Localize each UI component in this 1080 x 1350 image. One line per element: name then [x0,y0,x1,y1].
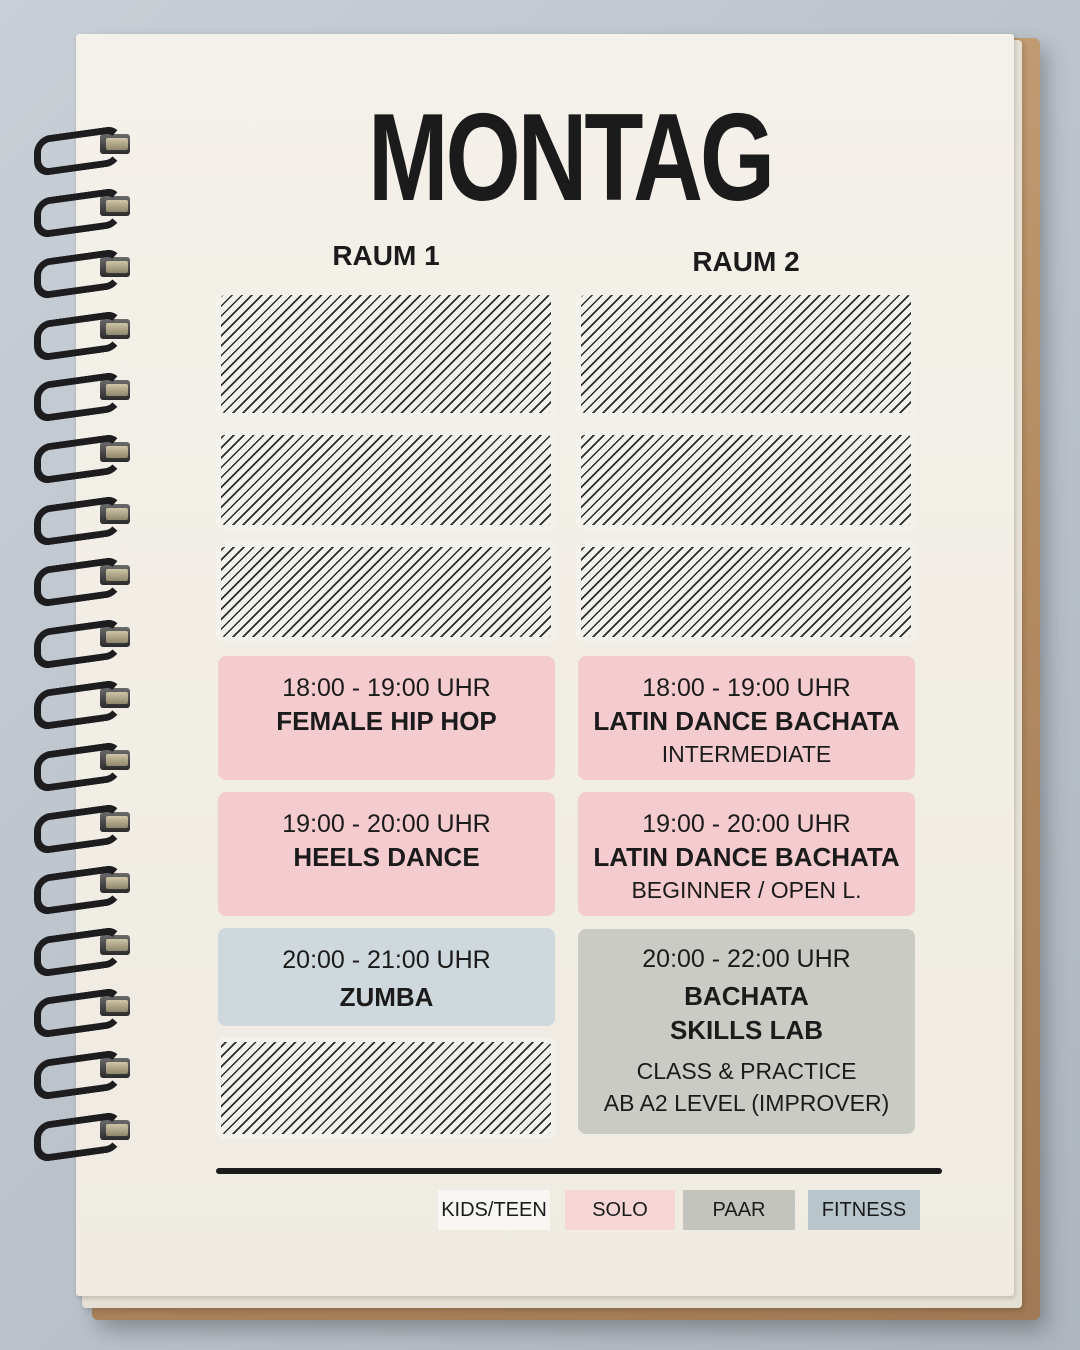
spiral-ring [30,125,130,165]
spiral-ring [30,803,130,843]
legend-paar: PAAR [683,1190,795,1230]
legend-fitness: FITNESS [808,1190,920,1230]
class-note-line-2: AB A2 LEVEL (IMPROVER) [603,1090,890,1116]
spiral-ring [30,987,130,1027]
class-time: 18:00 - 19:00 UHR [282,674,491,702]
class-time: 20:00 - 21:00 UHR [282,946,491,974]
class-time: 18:00 - 19:00 UHR [642,674,851,702]
class-name: HEELS DANCE [293,842,480,872]
spiral-ring [30,618,130,658]
legend-solo: SOLO [565,1190,675,1230]
spiral-ring [30,187,130,227]
spiral-ring [30,1049,130,1089]
class-name: LATIN DANCE BACHATA [593,842,900,872]
empty-slot [216,542,556,642]
spiral-ring [30,864,130,904]
class-name-line-2: SKILLS LAB [669,1015,824,1045]
empty-slot [216,1037,556,1139]
room-1-header: RAUM 1 [332,240,440,271]
empty-slot [576,430,916,530]
spiral-ring [30,310,130,350]
spiral-ring [30,741,130,781]
class-card-heels-dance[interactable] [218,792,555,916]
spiral-ring [30,248,130,288]
class-card-latin-dance-bachata-intermediate[interactable] [578,656,915,780]
spiral-ring [30,926,130,966]
spiral-ring [30,433,130,473]
class-time: 19:00 - 20:00 UHR [282,810,491,838]
legend-kids-teen: KIDS/TEEN [438,1190,550,1230]
class-time: 20:00 - 22:00 UHR [642,945,851,973]
class-name-line-1: BACHATA [684,981,809,1011]
spiral-ring [30,556,130,596]
class-name: FEMALE HIP HOP [276,706,497,736]
spiral-ring [30,371,130,411]
divider [216,1168,942,1174]
room-2-header: RAUM 2 [692,246,800,277]
spiral-ring [30,1111,130,1151]
class-card-latin-dance-bachata-beginner[interactable] [578,792,915,916]
class-name: LATIN DANCE BACHATA [593,706,900,736]
spiral-binding [30,0,140,1350]
spiral-ring [30,495,130,535]
spiral-ring [30,679,130,719]
empty-slot [576,542,916,642]
empty-slot [216,430,556,530]
class-level: BEGINNER / OPEN L. [631,877,862,903]
class-card-zumba[interactable] [218,928,555,1026]
empty-slot [576,290,916,418]
class-card-bachata-skills-lab[interactable] [578,929,915,1134]
class-card-female-hip-hop[interactable] [218,656,555,780]
class-time: 19:00 - 20:00 UHR [642,810,851,838]
class-name: ZUMBA [339,982,434,1012]
page-title: MONTAG [368,89,772,227]
class-note-line-1: CLASS & PRACTICE [636,1058,857,1084]
empty-slot [216,290,556,418]
class-level: INTERMEDIATE [661,741,832,767]
